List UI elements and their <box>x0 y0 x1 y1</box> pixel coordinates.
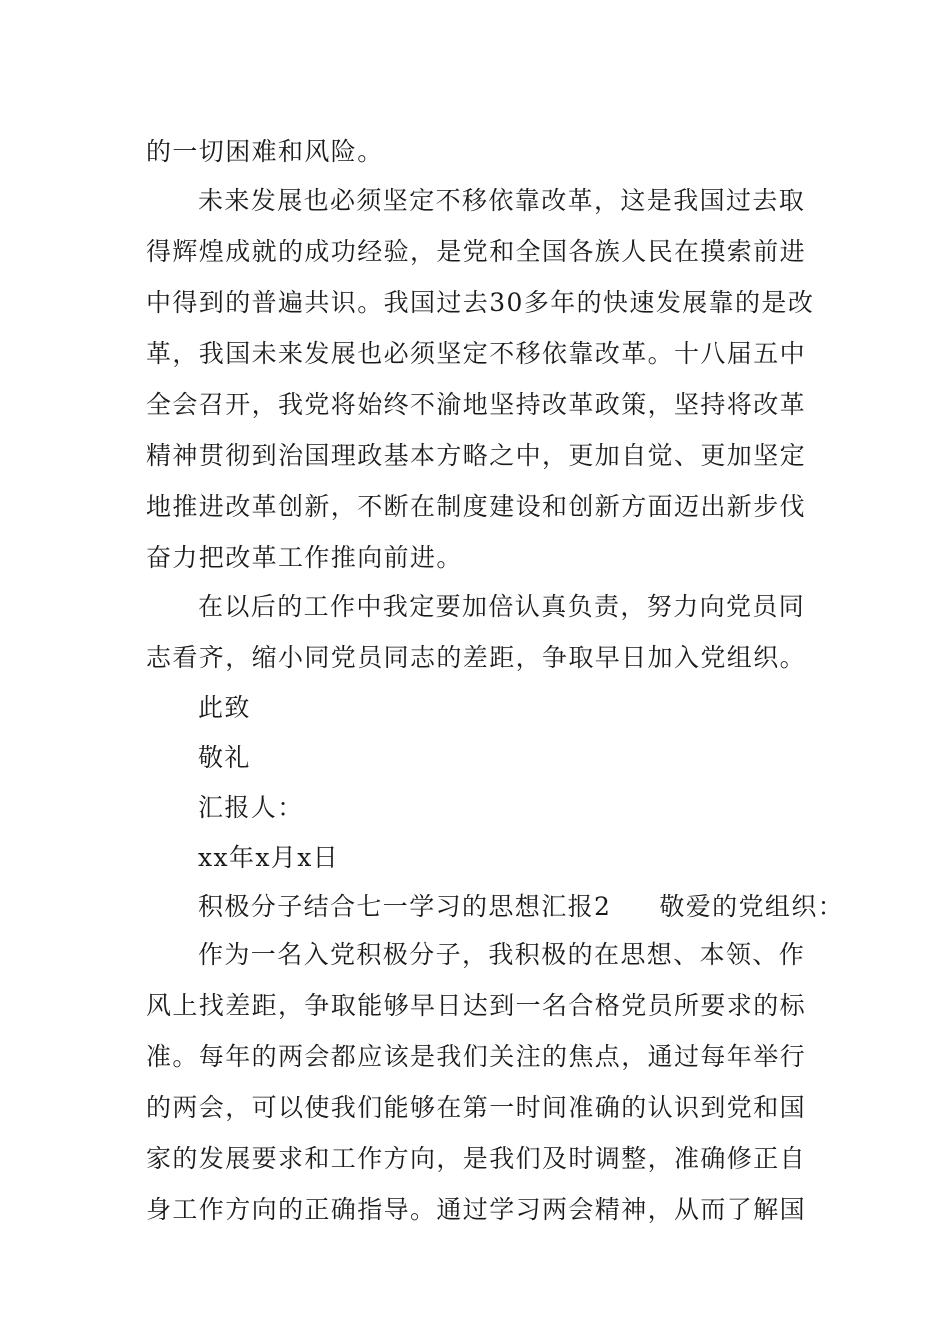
text-line: 风上找差距，争取能够早日达到一名合格党员所要求的标 <box>146 991 807 1020</box>
text-line: 的两会，可以使我们能够在第一时间准确的认识到党和国 <box>146 1093 807 1122</box>
text-line: 作为一名入党积极分子，我积极的在思想、本领、作 <box>198 940 806 969</box>
text-line: 地推进改革创新，不断在制度建设和创新方面迈出新步伐 <box>146 492 807 521</box>
text-line: 身工作方向的正确指导。通过学习两会精神，从而了解国 <box>146 1195 807 1224</box>
section-heading <box>198 889 878 925</box>
text-line: 奋力把改革工作推向前进。 <box>146 543 463 572</box>
text-line: 准。每年的两会都应该是我们关注的焦点，通过每年举行 <box>146 1042 807 1071</box>
reporter-label: 汇报人： <box>198 793 304 822</box>
heading-title: 积极分子结合七一学习的思想汇报2 <box>198 892 612 921</box>
text-line: 志看齐，缩小同党员同志的差距，争取早日加入党组织。 <box>146 643 807 672</box>
text-line: 中得到的普遍共识。我国过去30多年的快速发展靠的是改 <box>146 288 815 317</box>
closing-regards: 敬礼 <box>198 743 251 772</box>
closing-salutation: 此致 <box>198 693 251 722</box>
text-line: 在以后的工作中我定要加倍认真负责，努力向党员同 <box>198 592 806 621</box>
text-line: 家的发展要求和工作方向，是我们及时调整，准确修正自 <box>146 1144 807 1173</box>
date-line: xx年x月x日 <box>198 843 340 872</box>
text-line: 革，我国未来发展也必须坚定不移依靠改革。十八届五中 <box>146 339 807 368</box>
text-line: 全会召开，我党将始终不渝地坚持改革政策，坚持将改革 <box>146 390 807 419</box>
text-line: 精神贯彻到治国理政基本方略之中，更加自觉、更加坚定 <box>146 441 807 470</box>
heading-salutation: 敬爱的党组织： <box>659 892 845 921</box>
text-line: 未来发展也必须坚定不移依靠改革，这是我国过去取 <box>198 186 806 215</box>
text-line: 得辉煌成就的成功经验，是党和全国各族人民在摸索前进 <box>146 237 807 266</box>
text-line: 的一切困难和风险。 <box>146 137 384 166</box>
